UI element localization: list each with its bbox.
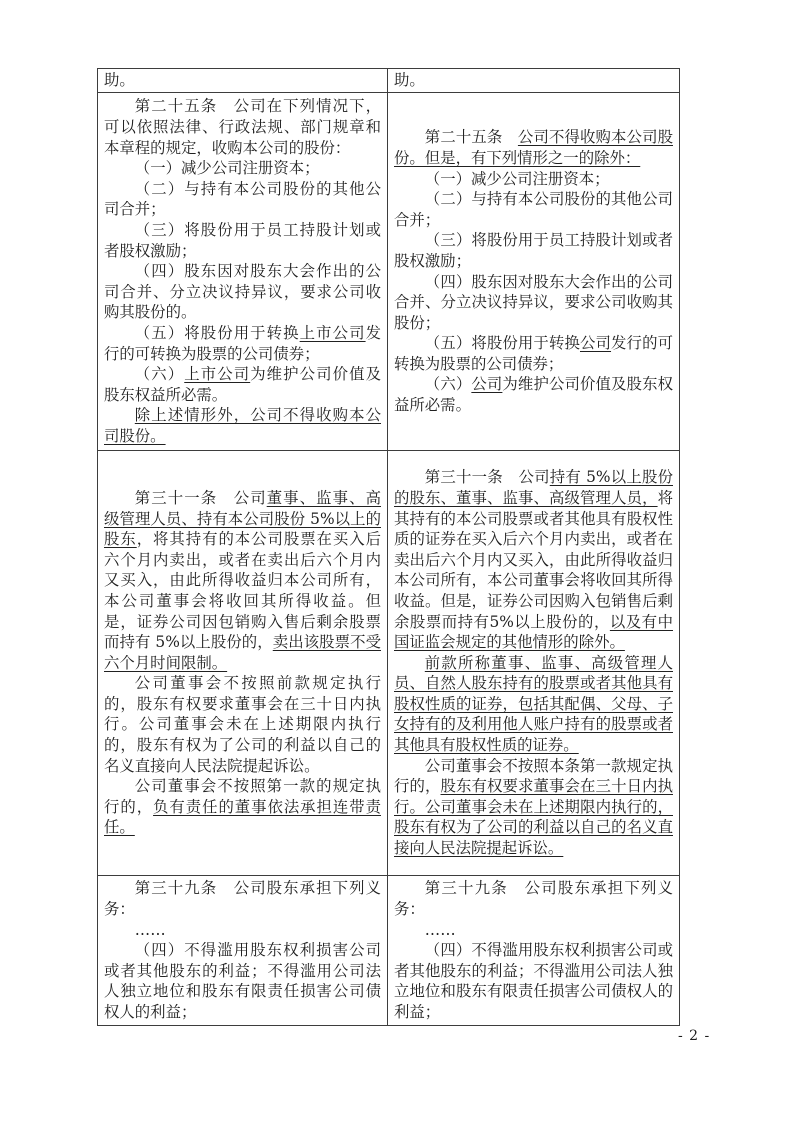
text-segment: 第三十一条 公司 bbox=[424, 468, 550, 487]
table-row-article-31 bbox=[98, 451, 680, 876]
paragraph bbox=[104, 405, 381, 446]
paragraph bbox=[104, 70, 381, 91]
text-segment: （六） bbox=[134, 365, 185, 384]
paragraph bbox=[394, 756, 673, 859]
paragraph bbox=[104, 488, 381, 673]
revised-text-cell bbox=[388, 451, 680, 876]
underlined-revision-text: 公司 bbox=[471, 375, 503, 394]
revised-text-cell bbox=[388, 93, 680, 451]
text-segment: （四）股东因对股东大会作出的公司合并、分立决议持异议，要求公司收购其股份的。 bbox=[104, 262, 381, 322]
underlined-revision-text: 以及有中国证监会规定的其他情形的除外。 bbox=[394, 612, 673, 652]
text-segment: 公司董事会不按照前款规定执行的，股东有权要求董事会在三十日内执行。公司董事会未在上述期限内执行的，股东有权为了公司的利益以自己的名义直接向人民法院提起诉讼。 bbox=[104, 674, 381, 775]
text-segment: 公司董事会不按照第一款的规定执行的， bbox=[104, 777, 381, 816]
paragraph bbox=[394, 169, 673, 190]
comparison-table-body bbox=[98, 69, 680, 1026]
text-segment: （四）股东因对股东大会作出的公司合并、分立决议持异议，要求公司收购其股份； bbox=[394, 272, 673, 332]
text-segment: （一）减少公司注册资本； bbox=[424, 169, 610, 188]
paragraph bbox=[104, 261, 381, 323]
paragraph bbox=[104, 364, 381, 405]
revised-text-cell bbox=[388, 69, 680, 93]
original-text-cell bbox=[98, 93, 388, 451]
paragraph bbox=[394, 230, 673, 271]
revision-comparison-table bbox=[97, 68, 680, 1026]
original-text-cell bbox=[98, 69, 388, 93]
text-segment: （四）不得滥用股东权利损害公司或者其他股东的利益；不得滥用公司法人独立地位和股东有限责任损害公司债权人的利益； bbox=[104, 941, 381, 1021]
text-segment: 将其持有的本公司股票或者其他具有股权性质的证券在买入后六个月内卖出，或者在卖出后六个月内又买入，由此所得收益归本公司所有，本公司董事会将收回其所得收益。但是，证券公司因购入包销售后剩余股票而持有5%以上股份的， bbox=[394, 488, 673, 631]
text-segment: （六） bbox=[424, 375, 472, 394]
text-segment: （二）与持有本公司股份的其他公司合并； bbox=[394, 190, 673, 229]
text-segment: 助。 bbox=[104, 71, 135, 89]
paragraph bbox=[394, 940, 673, 1022]
paragraph bbox=[394, 374, 673, 415]
page-number: - 2 - bbox=[678, 1028, 711, 1044]
text-segment: 第二十五条 公司在下列情况下，可以依照法律、行政法规、部门规章和本章程的规定，收购本公司的股份： bbox=[104, 97, 381, 157]
text-segment: 第二十五条 bbox=[424, 128, 518, 147]
text-segment: 为维护公司价值及股东权益所必需。 bbox=[394, 375, 673, 415]
paragraph bbox=[394, 467, 673, 652]
paragraph bbox=[394, 272, 673, 334]
text-segment: 第三十九条 公司股东承担下列义务： bbox=[394, 879, 673, 919]
underlined-revision-text: 上市公司 bbox=[299, 323, 366, 342]
text-segment: （二）与持有本公司股份的其他公司合并； bbox=[104, 179, 381, 219]
text-segment: 第三十九条 公司股东承担下列义务： bbox=[104, 879, 381, 919]
underlined-revision-text: 股东有权要求董事会在三十日内执行。公司董事会未在上述期限内执行的，股东有权为了公司的利益以自己的名义直接向人民法院提起诉讼。 bbox=[394, 777, 673, 858]
underlined-revision-text: 负有责任的董事依法承担连带责任。 bbox=[104, 797, 381, 837]
paragraph bbox=[394, 189, 673, 230]
original-text-cell bbox=[98, 451, 388, 876]
paragraph bbox=[394, 333, 673, 374]
table-row-article-39 bbox=[98, 876, 680, 1026]
underlined-revision-text: 公司不得收购本公司股份。但是，有下列情形之一的除外： bbox=[394, 128, 673, 167]
text-segment: （三）将股份用于员工持股计划或者股权激励； bbox=[394, 231, 673, 270]
underlined-revision-text: 持有 5%以上股份的股东、董事、监事、高级管理人员， bbox=[394, 468, 673, 507]
paragraph bbox=[104, 940, 381, 1022]
text-segment: 为维护公司价值及股东权益所必需。 bbox=[104, 365, 381, 404]
underlined-revision-text: 公司 bbox=[579, 334, 612, 353]
table-row-carryover bbox=[98, 69, 680, 93]
paragraph bbox=[104, 920, 381, 941]
paragraph bbox=[104, 179, 381, 220]
text-segment: （一）减少公司注册资本； bbox=[134, 159, 320, 178]
paragraph bbox=[394, 70, 673, 91]
text-segment: 发行的可转换为股票的公司债券； bbox=[104, 323, 381, 363]
underlined-revision-text: 上市公司 bbox=[184, 365, 251, 384]
paragraph bbox=[104, 323, 381, 364]
paragraph bbox=[394, 920, 673, 941]
underlined-revision-text: 除上述情形外，公司不得收购本公司股份。 bbox=[104, 406, 381, 445]
text-segment: 发行的可转换为股票的公司债券； bbox=[394, 334, 673, 373]
text-segment: …… bbox=[424, 920, 456, 939]
text-segment: （五）将股份用于转换 bbox=[134, 323, 300, 342]
paragraph bbox=[394, 127, 673, 168]
text-segment: 公司董事会不按照本条第一款规定执行的， bbox=[394, 756, 673, 796]
text-segment: 第三十一条 公司 bbox=[134, 488, 267, 507]
text-segment: ，将其持有的本公司股票在买入后六个月内卖出，或者在卖出后六个月内又买入，由此所得收益归本公司所有，本公司董事会将收回其所得收益。但是，证券公司因包销购入售后剩余股票而持有 5%以上股份的， bbox=[104, 530, 381, 652]
paragraph bbox=[104, 878, 381, 919]
table-row-article-25 bbox=[98, 93, 680, 451]
original-text-cell bbox=[98, 876, 388, 1026]
underlined-revision-text: 前款所称董事、监事、高级管理人员、自然人股东持有的股票或者其他具有股权性质的证券，包括其配偶、父母、子女持有的及利用他人账户持有的股票或者其他具有股权性质的证券。 bbox=[394, 653, 673, 755]
paragraph bbox=[104, 158, 381, 179]
text-segment: （三）将股份用于员工持股计划或者股权激励； bbox=[104, 221, 381, 260]
paragraph bbox=[104, 673, 381, 776]
underlined-revision-text: 董事、监事、高级管理人员、持有本公司股份 5%以上的股东 bbox=[104, 488, 381, 549]
text-segment: （四）不得滥用股东权利损害公司或者其他股东的利益；不得滥用公司法人独立地位和股东有限责任损害公司债权人的利益； bbox=[394, 941, 673, 1021]
paragraph bbox=[104, 776, 381, 838]
revised-text-cell bbox=[388, 876, 680, 1026]
text-segment: 助。 bbox=[394, 71, 425, 89]
text-segment: …… bbox=[134, 920, 166, 939]
text-segment: （五）将股份用于转换 bbox=[424, 334, 580, 353]
paragraph bbox=[104, 96, 381, 158]
underlined-revision-text: 卖出该股票不受六个月时间限制。 bbox=[104, 633, 381, 672]
paragraph bbox=[104, 220, 381, 261]
paragraph bbox=[394, 878, 673, 919]
paragraph bbox=[394, 653, 673, 756]
